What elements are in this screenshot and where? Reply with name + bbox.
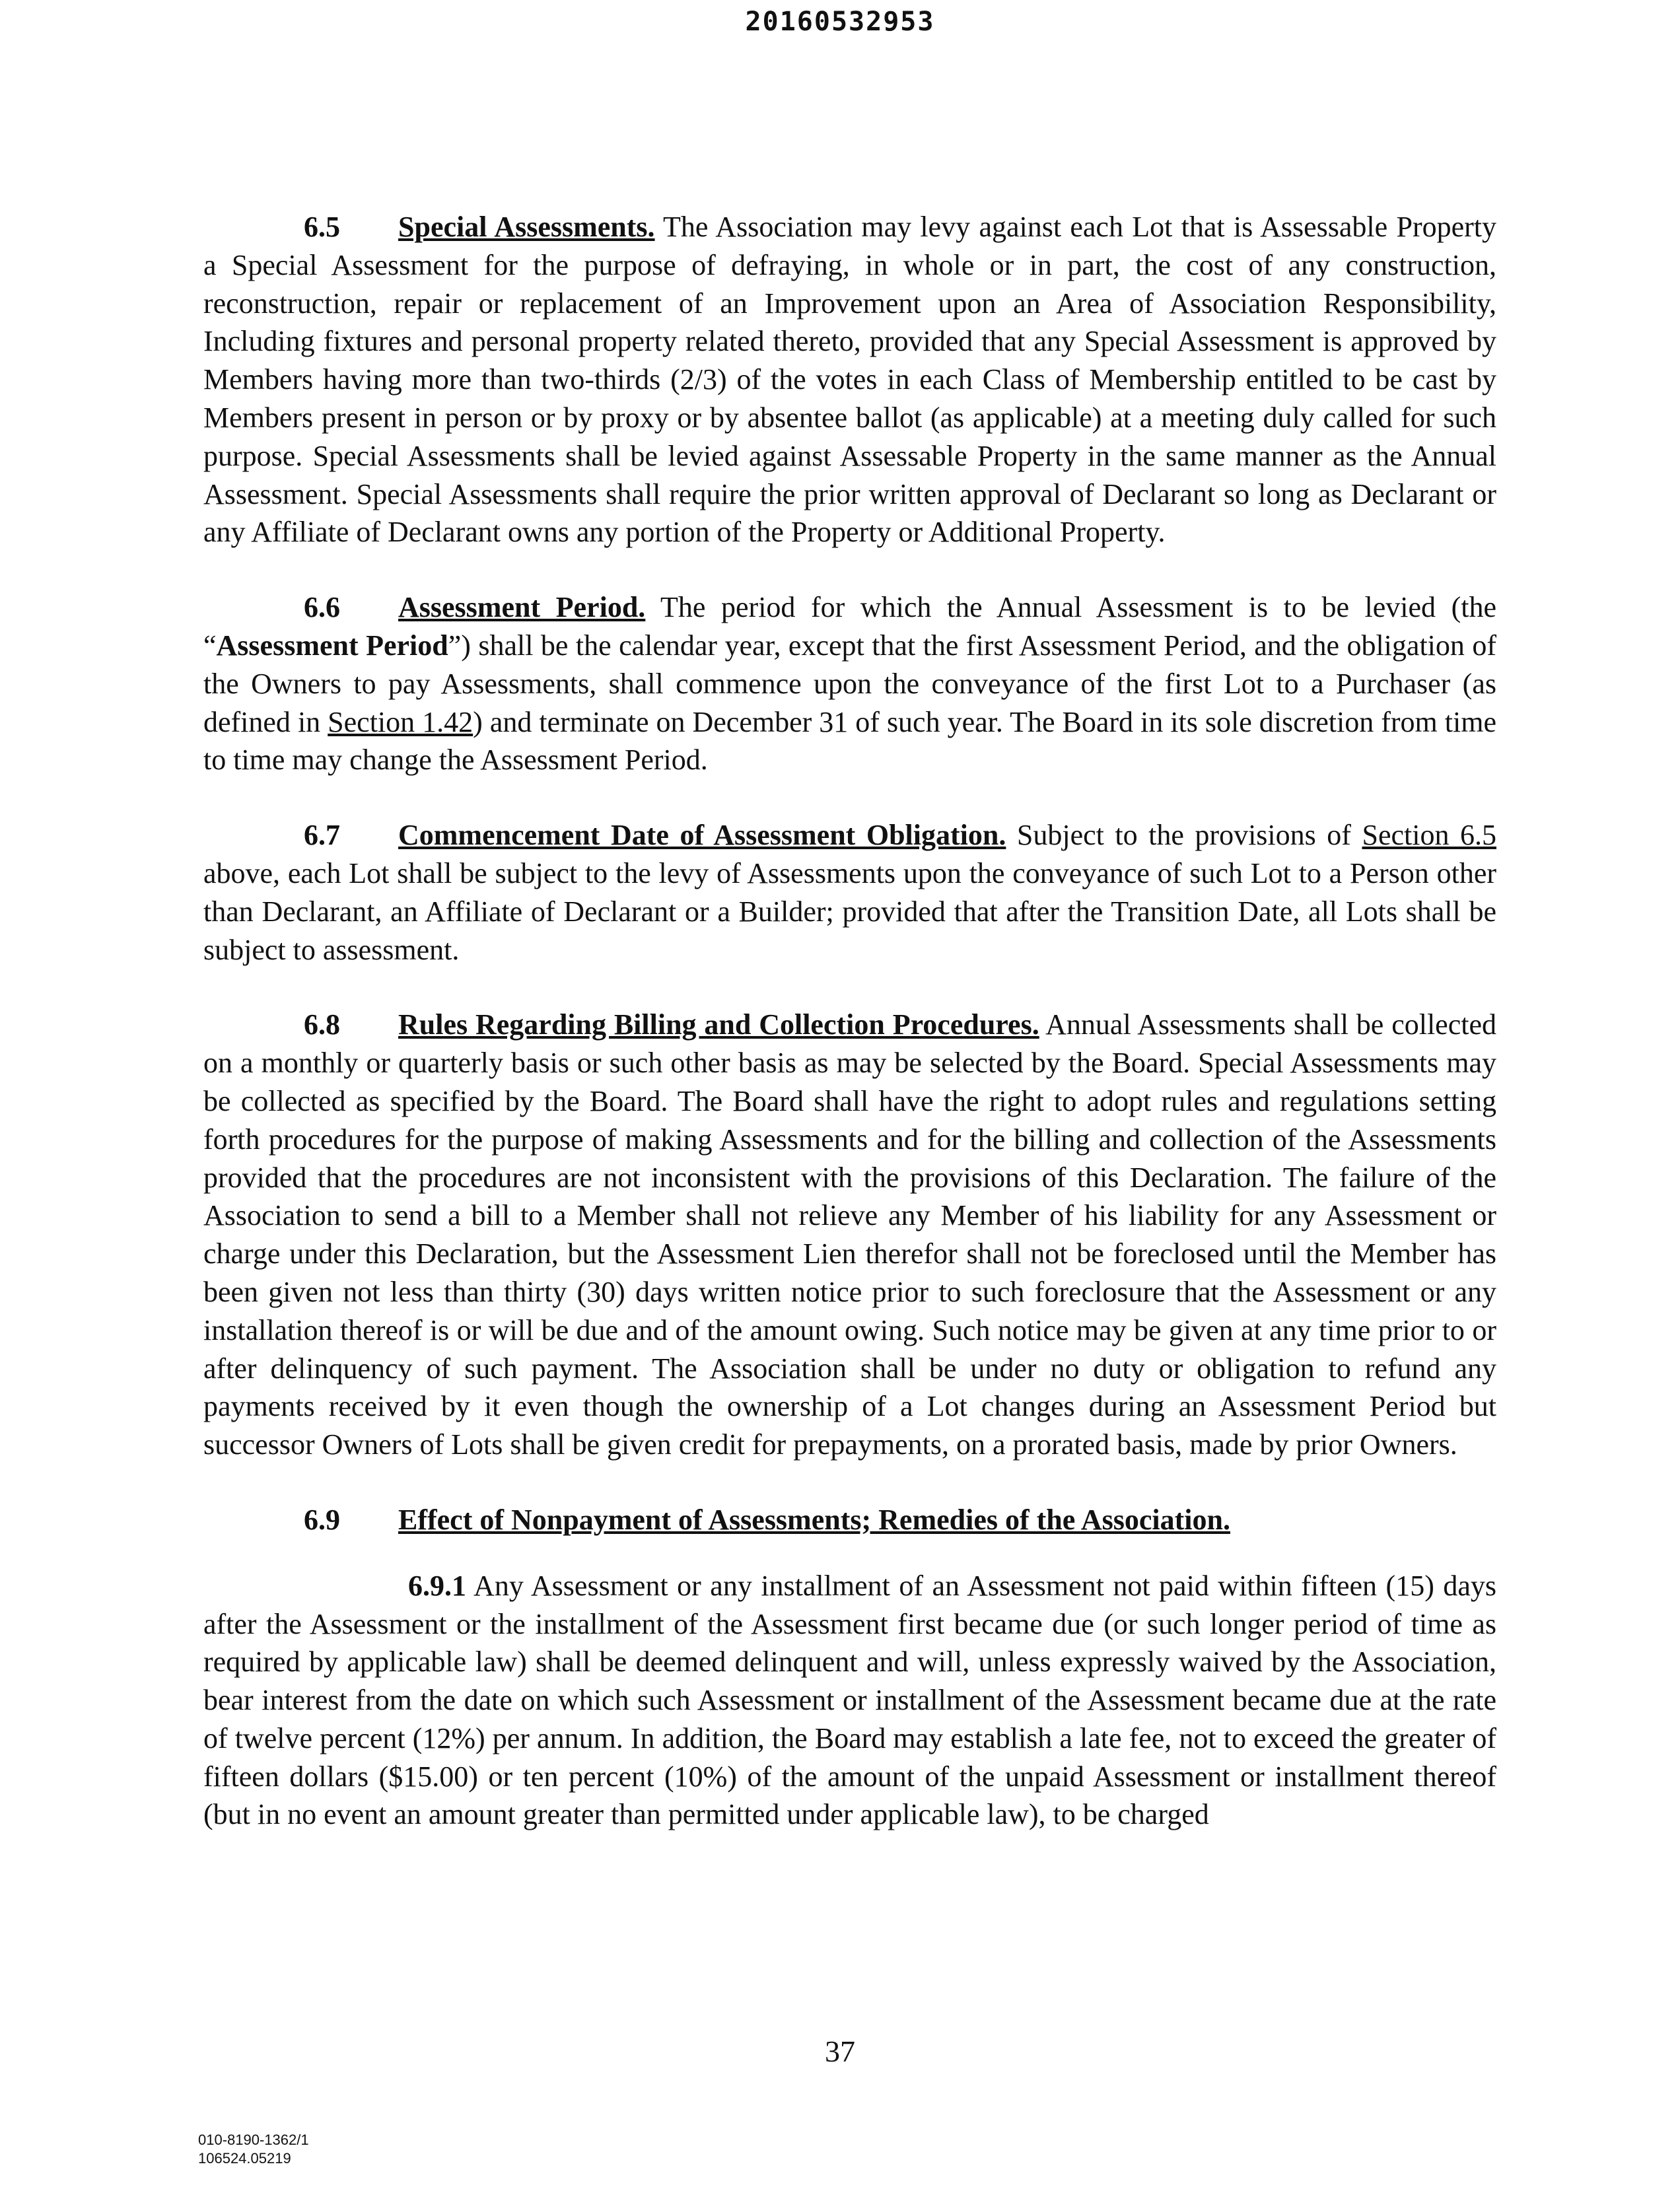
section-number: 6.9 [304, 1503, 340, 1536]
section-text: The Association may levy against each Lot that is Assessable Property a Special Assessment for the purpose of defraying, in whole or in part, the cost of any construction, reconstruction, repair or replacement of an Improvement upon an Area of Association Responsibility, Including fixtures and personal property related thereto, provided that any Special Assessment is approved by Members having more than two-thirds (2/3) of the votes in each Class of Membership entitled to be cast by Members present in person or by proxy or by absentee ballot (as applicable) at a meeting duly called for such purpose. Special Assessments shall be levied against Assessable Property in the same manner as the Annual Assessment. Special Assessments shall require the prior written approval of Declarant so long as Declarant or any Affiliate of Declarant owns any portion of the Property or Additional Property. [203, 211, 1496, 549]
section-heading: Commencement Date of Assessment Obligation. [398, 819, 1006, 852]
section-6-9 [203, 1501, 1496, 1539]
section-text: ”) shall be the calendar year, except that the first Assessment Period, and the obligation of the Owners to pay Assessments, shall commence upon the conveyance of the first Lot to a Purchaser (as defined in [203, 629, 1496, 738]
section-cross-reference: Section 6.5 [1362, 819, 1496, 852]
section-cross-reference: Section 1.42 [328, 705, 473, 738]
section-6-5 [203, 208, 1496, 551]
section-heading: Assessment Period. [398, 591, 646, 624]
section-heading: Effect of Nonpayment of Assessments; Remedies of the Association. [398, 1503, 1230, 1536]
footer-id-line: 010-8190-1362/1 [198, 2132, 309, 2148]
footer-document-ids [198, 2131, 309, 2168]
section-6-9-1 [203, 1567, 1496, 1834]
section-number: 6.5 [304, 211, 340, 243]
page-number: 37 [825, 2034, 855, 2068]
section-text: above, each Lot shall be subject to the levy of Assessments upon the conveyance of such Lot to a Person other than Declarant, an Affiliate of Declarant or a Builder; provided that after the Transition Date, all Lots shall be subject to assessment. [203, 856, 1496, 966]
section-number: 6.7 [304, 819, 340, 852]
document-number: 20160532953 [745, 7, 935, 37]
subsection-number: 6.9.1 [408, 1569, 466, 1602]
section-heading: Special Assessments. [398, 211, 655, 243]
section-text: Annual Assessments shall be collected on a monthly or quarterly basis or such other basis as may be selected by the Board. Special Assessments may be collected as specified by the Board. The Board shall have the right to adopt rules and regulations setting forth procedures for the purpose of making Assessments and for the billing and collection of the Assessments provided that the procedures are not inconsistent with the provisions of this Declaration. The failure of the Association to send a bill to a Member shall not relieve any Member of his liability for any Assessment or charge under this Declaration, but the Assessment Lien therefor shall not be foreclosed until the Member has been given not less than thirty (30) days written notice prior to such foreclosure that the Assessment or any installation thereof is or will be due and of the amount owing. Such notice may be given at any time prior to or after delinquency of such payment. The Association shall be under no duty or obligation to refund any payments received by it even though the ownership of a Lot changes during an Assessment Period but successor Owners of Lots shall be given credit for prepayments, on a prorated basis, made by prior Owners. [203, 1008, 1496, 1461]
section-6-8 [203, 1006, 1496, 1464]
section-text: Subject to the provisions of [1006, 819, 1362, 852]
section-text: Any Assessment or any installment of an Assessment not paid within fifteen (15) days after the Assessment or the installment of the Assessment first became due (or such longer period of time as required by applicable law) shall be deemed delinquent and will, unless expressly waived by the Association, bear interest from the date on which such Assessment or installment of the Assessment became due at the rate of twelve percent (12%) per annum. In addition, the Board may establish a late fee, not to exceed the greater of fifteen dollars ($15.00) or ten percent (10%) of the amount of the unpaid Assessment or installment thereof (but in no event an amount greater than permitted under applicable law), to be charged [203, 1569, 1496, 1831]
section-6-7 [203, 816, 1496, 969]
defined-term: Assessment Period [216, 629, 448, 662]
section-number: 6.8 [304, 1008, 340, 1041]
section-text: ) and terminate on December 31 of such year. The Board in its sole discretion from time to time may change the Assessment Period. [203, 705, 1496, 777]
section-6-6 [203, 588, 1496, 779]
section-heading: Rules Regarding Billing and Collection Procedures. [398, 1008, 1039, 1041]
section-number: 6.6 [304, 591, 340, 624]
document-body [203, 208, 1496, 1834]
section-text: The period for which the Annual Assessment is to be levied (the “ [203, 591, 1497, 662]
footer-id-line: 106524.05219 [198, 2150, 291, 2167]
